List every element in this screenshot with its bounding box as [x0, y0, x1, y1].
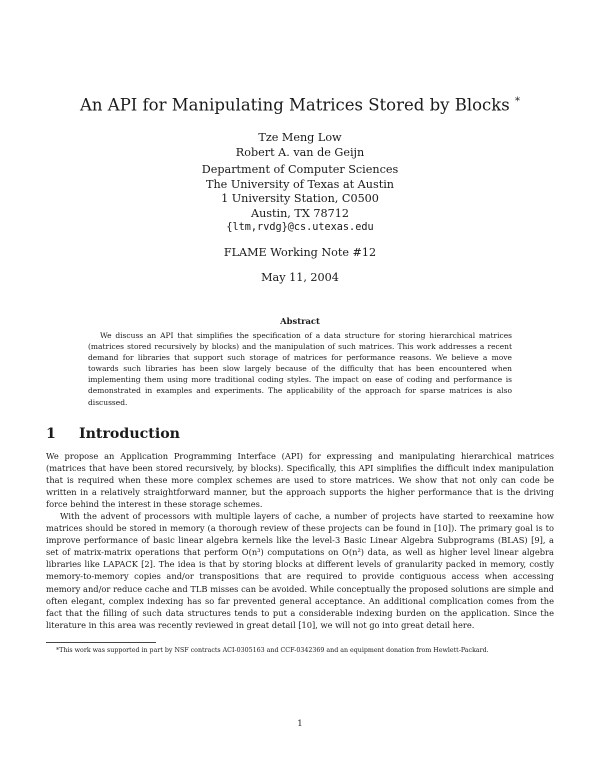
author-name: Tze Meng Low	[258, 131, 342, 144]
section-body	[46, 450, 554, 631]
body-paragraph: With the advent of processors with multiple layers of cache, a number of projects have started to reexamine how matrices should be stored in memory (a thorough review of these projects can be found in [10]). The primary goal is to improve performance of basic linear algebra kernels like the level-3 Basic Linear Algebra Subprograms (BLAS) [9], a set of matrix-matrix operations that perform O(n³) computations on O(n²) data, as well as higher level linear algebra libraries like LAPACK [2]. The idea is that by storing blocks at different levels of granularity packed in memory, costly memory-to-memory copies and/or transpositions that are required to provide contiguous access when accessing memory and/or reduce cache and TLB misses can be avoided. While conceptually the proposed solutions are simple and often elegant, complex indexing has so far prevented general acceptance. An additional complication comes from the fact that the filling of such data structures tends to put a considerable indexing burden on the application. Since the literature in this area was recently reviewed in great detail [10], we will not go into great detail here.	[46, 511, 554, 630]
title-text: An API for Manipulating Matrices Stored by Blocks	[79, 95, 510, 115]
section-heading	[46, 426, 180, 442]
section-title: Introduction	[78, 426, 180, 442]
page-number: 1	[297, 719, 303, 729]
affiliation-line: Austin, TX 78712	[251, 206, 349, 220]
body-paragraph: We propose an Application Programming Interface (API) for expressing and manipulating hierarchical matrices (matrices that have been stored recursively, by blocks). Specifically, this API simplifies the difficult index manipulation that is required when these more complex schemes are used to store matrices. We show that not only can code be written in a relatively straightforward manner, but the approach supports the higher performance that is the driving force behind the interest in these storage schemes.	[46, 451, 554, 510]
paper-title	[40, 92, 560, 116]
footnote-rule	[46, 642, 156, 643]
affiliation-line: 1 University Station, C0500	[221, 192, 379, 206]
author-name: Robert A. van de Geijn	[235, 145, 365, 159]
paper-date: May 11, 2004	[261, 271, 339, 284]
abstract-text: We discuss an API that simplifies the specification of a data structure for storing hierarchical matrices (matrices stored recursively by blocks) and the manipulation of such matrices. This work addresses a recent demand for libraries that support such storage of matrices for performance reasons. We believe a move towards such libraries has been slow largely because of the difficulty that has been encountered when implementing them using more traditional coding styles. The impact on ease of coding and performance is demonstrated in examples and experiments. The applicability of the approach for sparse matrices is also discussed.	[88, 331, 512, 407]
author-list	[40, 131, 560, 160]
working-note: FLAME Working Note #12	[223, 246, 377, 259]
affiliation-line: The University of Texas at Austin	[206, 177, 394, 191]
title-footnote-mark: *	[515, 96, 520, 107]
footnote: *This work was supported in part by NSF contracts ACI-0305163 and CCF-0342369 and an equipment donation from Hewlett-Packard.	[56, 647, 489, 654]
abstract-heading: Abstract	[280, 316, 320, 326]
section-number: 1	[46, 426, 56, 442]
affiliation-line: Department of Computer Sciences	[201, 163, 399, 176]
email-address: {ltm,rvdg}@cs.utexas.edu	[226, 222, 374, 234]
affiliation-block	[40, 163, 560, 236]
